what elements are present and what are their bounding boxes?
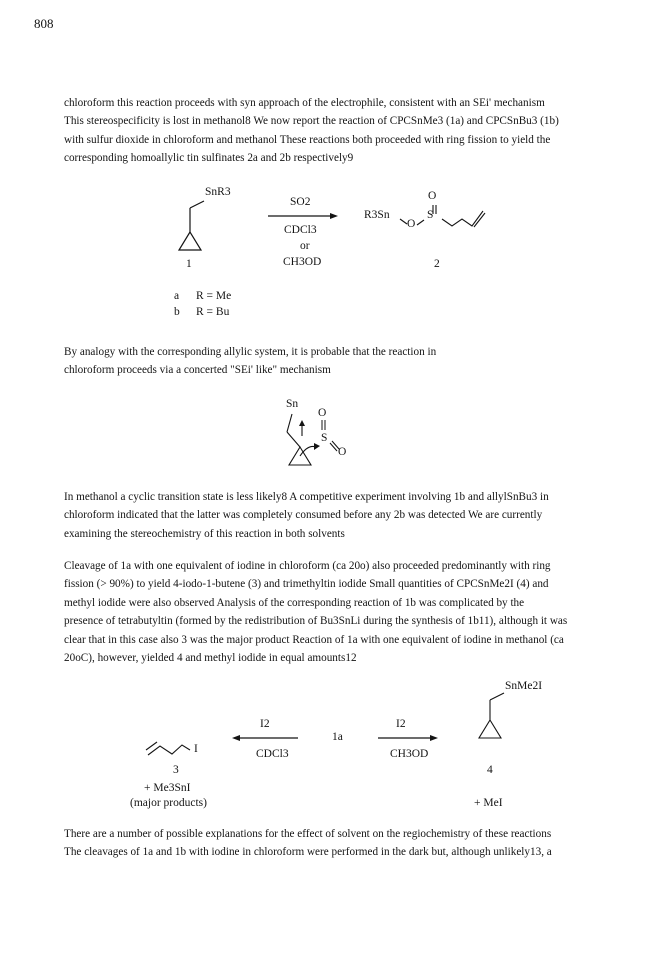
ts-o-right: O <box>338 446 347 458</box>
iodobutene-chain <box>148 745 190 755</box>
paragraph-3-line-3: examining the stereochemistry of this reaction in both solvents <box>64 527 345 540</box>
cyclopropane-ring-1 <box>179 232 201 250</box>
bond-sn-o <box>400 219 407 224</box>
paragraph-2-line-1: By analogy with the corresponding allylic system, it is probable that the reaction in <box>64 346 437 358</box>
arrowhead-1 <box>330 213 338 219</box>
key-a-text: R = Me <box>196 290 232 302</box>
paragraph-4-line-6: 20oC), however, yielded 4 and methyl iodide in equal amounts12 <box>64 652 357 665</box>
paragraph-2-line-2: chloroform proceeds via a concerted "SEi' like" mechanism <box>64 364 331 377</box>
ts-bond-ch2-sn <box>287 414 292 432</box>
paragraph-3-line-2: chloroform indicated that the latter was completely consumed before any 2b was detected We are currently <box>64 509 543 522</box>
solvent-ch3od: CH3OD <box>283 256 322 268</box>
paragraph-4 <box>64 557 612 667</box>
right-group-snme2i: SnMe2I <box>505 680 543 692</box>
left-byproduct: + Me3SnI <box>144 782 191 794</box>
ts-s: S <box>321 432 328 444</box>
or-text: or <box>300 240 310 252</box>
product-o: O <box>407 218 416 230</box>
paragraph-1-line-3: with sulfur dioxide in chloroform and methanol These reactions both proceeded with ring fission to yield the <box>64 133 551 146</box>
product-r3sn: R3Sn <box>364 209 390 221</box>
paragraph-1-line-4: corresponding homoallylic tin sulfinates 2a and 2b respectively9 <box>64 152 354 165</box>
paragraph-5-line-1: There are a number of possible explanations for the effect of solvent on the regiochemistry of these reactions <box>64 828 552 840</box>
ring4-bond-sn <box>490 693 504 700</box>
ts-sn: Sn <box>286 398 299 410</box>
paragraph-4-line-4: presence of tetrabutyltin (formed by the redistribution of Bu3SnLi during the synthesis of 1b11), although it was <box>64 615 568 628</box>
reagent-so2: SO2 <box>290 196 311 208</box>
right-arrowhead <box>430 735 438 741</box>
ts-o-top: O <box>318 407 327 419</box>
compound-number-3: 3 <box>173 764 179 776</box>
key-b-text: R = Bu <box>196 306 230 318</box>
bond-o-s <box>417 220 424 225</box>
right-solvent-ch3od: CH3OD <box>390 748 429 760</box>
reactant-1-group <box>205 186 231 198</box>
iodobutene-double-bond <box>146 742 157 750</box>
ts-bond-ring-ch2 <box>287 432 300 447</box>
left-solvent-cdcl3: CDCl3 <box>256 748 289 760</box>
paragraph-4-line-5: clear that in this case also 3 was the major product Reaction of 1a with one equivalent of iodine in methanol (ca <box>64 633 564 646</box>
right-byproduct: + MeI <box>474 797 503 809</box>
paragraph-3-line-1: In methanol a cyclic transition state is less likely8 A competitive experiment involving 1b and allylSnBu3 in <box>64 491 549 503</box>
left-arrowhead <box>232 735 240 741</box>
key-b-letter: b <box>174 306 180 318</box>
compound-number-4: 4 <box>487 764 493 776</box>
cyclopropane-ring-4 <box>479 720 501 738</box>
paragraph-4-line-3: methyl iodide were also observed Analysis of the corresponding reaction of 1b was complicated by the <box>64 596 525 609</box>
paragraph-1-line-2: This stereospecificity is lost in methanol8 We now report the reaction of CPCSnMe3 (1a) and CPCSnBu3 (1b) <box>64 115 559 128</box>
left-reagent-i2: I2 <box>260 718 270 730</box>
paragraph-1-line-1: chloroform this reaction proceeds with syn approach of the electrophile, consistent with an SEi' mechanism <box>64 97 545 109</box>
paragraph-3 <box>64 488 612 543</box>
right-reagent-i2: I2 <box>396 718 406 730</box>
paragraph-2 <box>64 343 612 380</box>
paragraph-4-line-1: Cleavage of 1a with one equivalent of iodine in chloroform (ca 20o) also proceeded predominantly with ring <box>64 560 551 572</box>
product-s: S <box>427 209 434 221</box>
page-number: 808 <box>34 16 54 31</box>
center-compound-1a: 1a <box>332 731 343 743</box>
compound-number-2: 2 <box>434 258 440 270</box>
reactant-1-group-text: SnR3 <box>205 186 231 198</box>
ts-arrowhead-b <box>314 443 320 450</box>
ts-arrowhead-a <box>299 420 305 426</box>
solvent-cdcl3: CDCl3 <box>284 224 317 236</box>
bond-ch2-sn <box>190 201 204 208</box>
paragraph-5-line-2: The cleavages of 1a and 1b with iodine in chloroform were performed in the dark but, although unlikely13, a <box>64 846 552 859</box>
paragraph-4-line-2: fission (> 90%) to yield 4-iodo-1-butene (3) and trimethyltin iodide Small quantities of CPCSnMe2I (4) and <box>64 578 549 591</box>
left-note: (major products) <box>130 797 207 809</box>
product-o-top: O <box>428 190 437 202</box>
compound-number-1: 1 <box>186 258 192 270</box>
key-a-letter: a <box>174 290 180 302</box>
ts-so-right-a <box>330 443 337 451</box>
iodobutene-i: I <box>194 743 198 755</box>
paragraph-5 <box>64 825 612 862</box>
